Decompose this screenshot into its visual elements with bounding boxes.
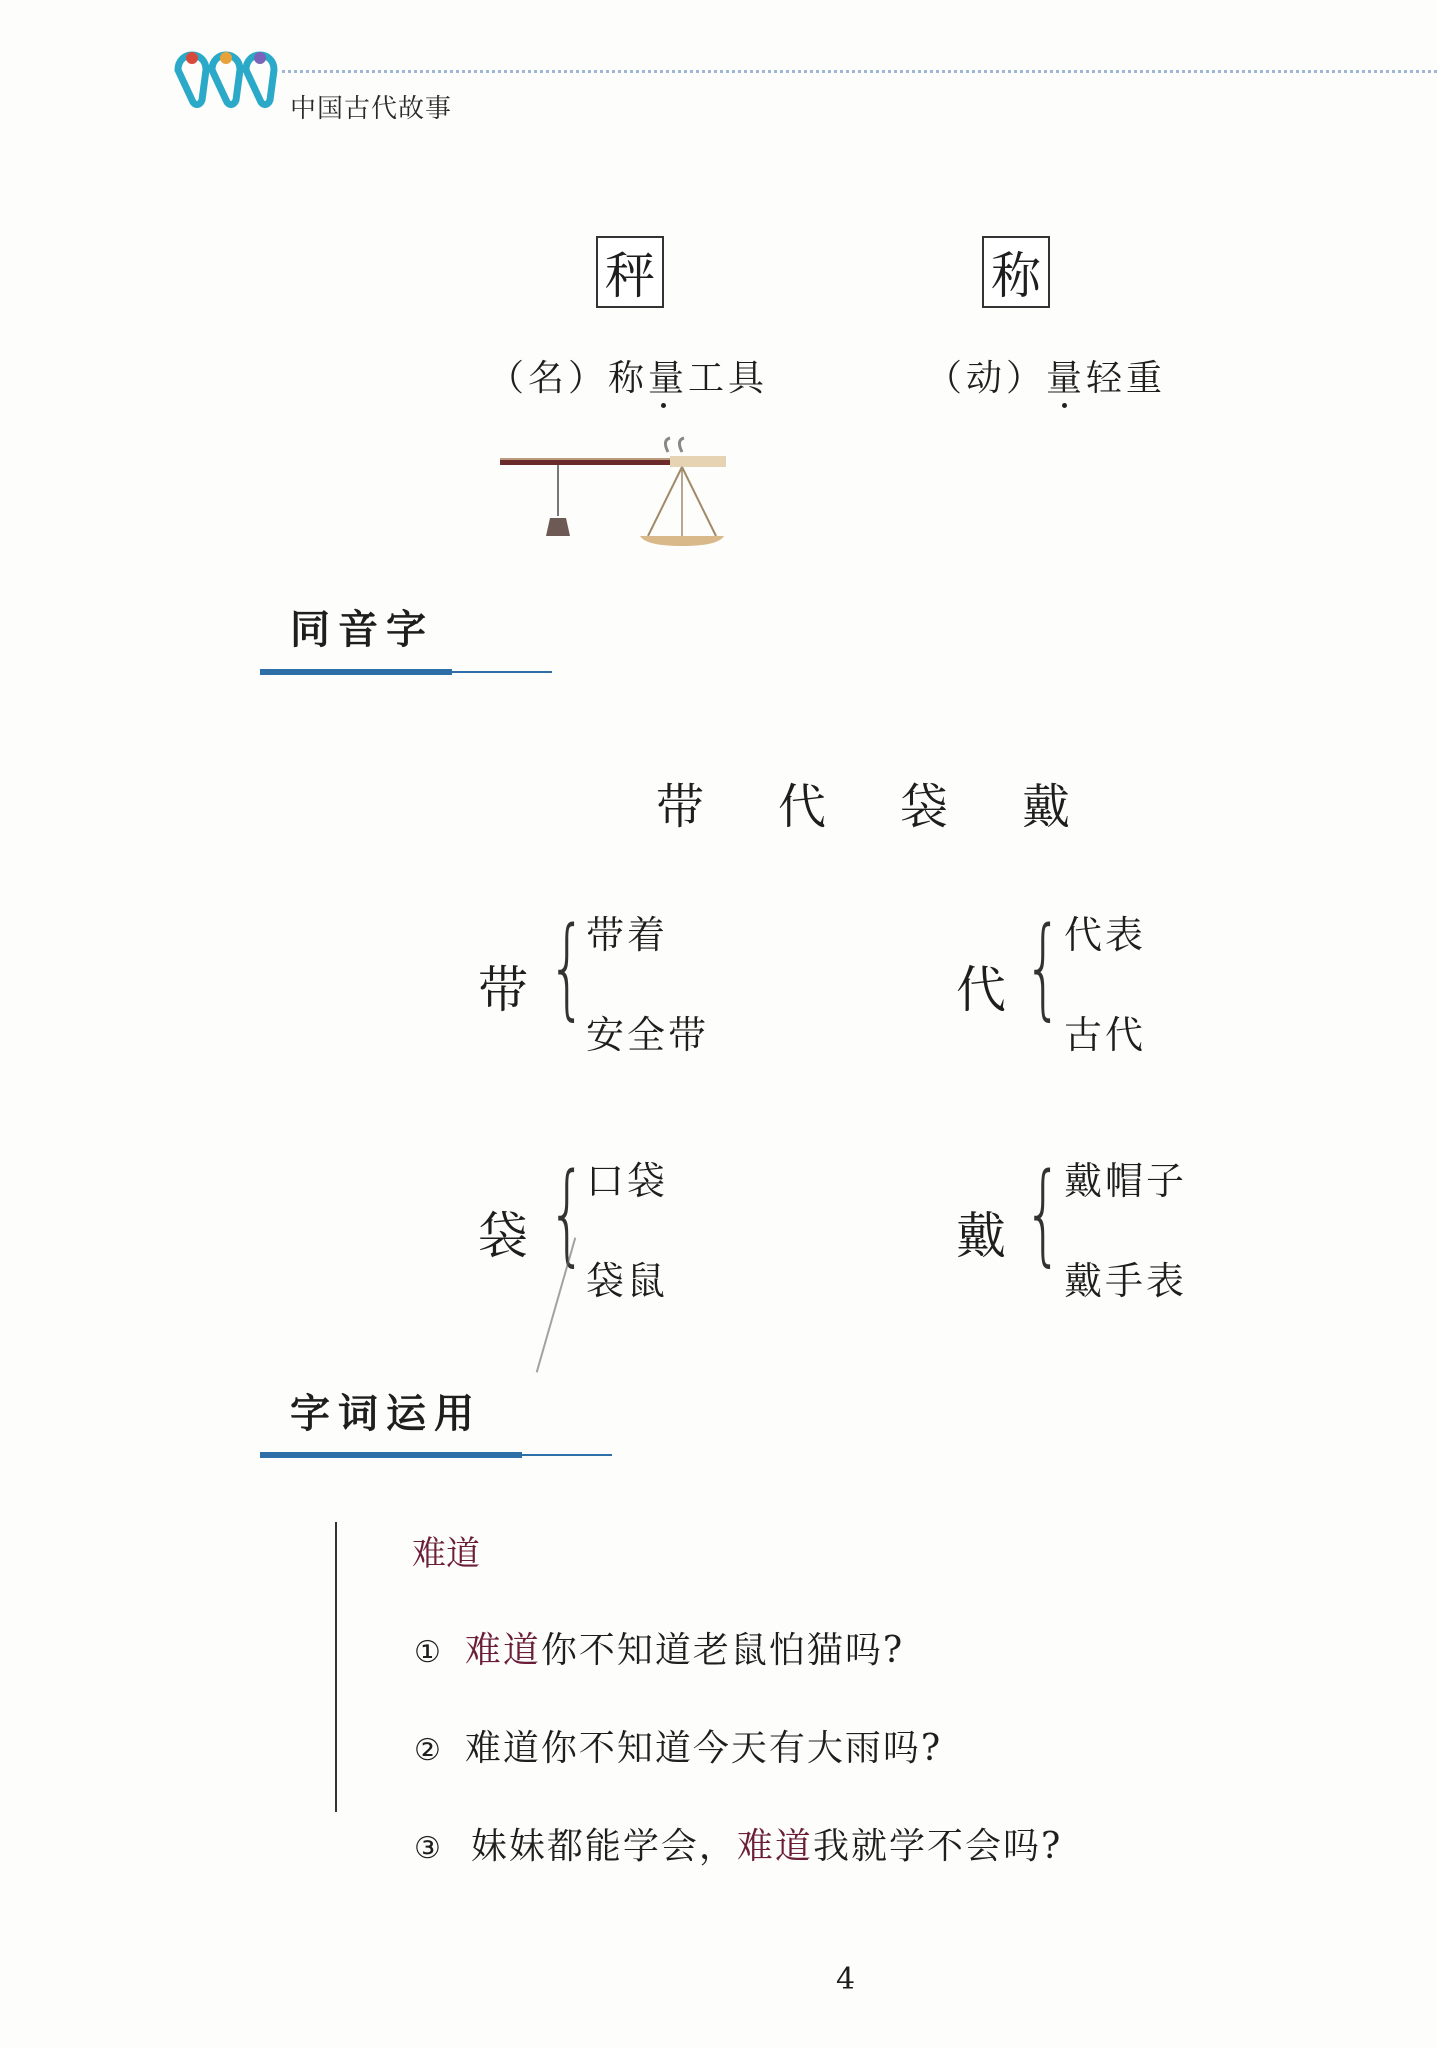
homophone-char: 带: [656, 779, 705, 835]
definition-scale: （名）称量工具: [488, 358, 769, 399]
sentence-text: 你不知道老鼠怕猫吗?: [540, 1630, 905, 1671]
sentence-highlight: 难道: [464, 1630, 541, 1671]
brace-icon: {: [1024, 903, 1063, 1031]
sentence-text: 我就学不会吗?: [812, 1826, 1063, 1867]
section-underline: [522, 1454, 612, 1456]
group-word: 古代: [1064, 1013, 1147, 1057]
emphasis-dot: [1062, 403, 1067, 408]
sentence-text: 妹妹都能学会，: [470, 1826, 737, 1867]
group-word: 代表: [1064, 913, 1147, 957]
group-char-dai-represent: 代: [956, 961, 1006, 1019]
emphasis-dot: [661, 403, 666, 408]
sentence-number: ③: [414, 1831, 441, 1866]
group-char-dai-wear: 戴: [956, 1207, 1006, 1265]
section-title-usage: 字词运用: [290, 1390, 482, 1437]
steelyard-scale-icon: [500, 432, 750, 550]
group-word: 带着: [586, 913, 669, 957]
char-box-cheng-weigh: 称: [982, 236, 1050, 308]
group-char-dai-carry: 带: [478, 961, 528, 1019]
char-box-cheng-scale: 秤: [596, 236, 664, 308]
page-number: 4: [836, 1962, 856, 1997]
homophone-char: 袋: [900, 779, 949, 835]
vocab-side-line: [335, 1522, 337, 1812]
group-word: 戴帽子: [1064, 1159, 1188, 1203]
sentence-number: ①: [414, 1635, 441, 1670]
header-divider: [282, 70, 1437, 73]
group-word: 袋鼠: [586, 1259, 669, 1303]
example-sentence: [414, 1720, 942, 1771]
sentence-number: ②: [414, 1733, 441, 1768]
brace-icon: {: [1024, 1149, 1063, 1277]
homophone-char: 代: [778, 779, 827, 835]
section-underline: [260, 1452, 522, 1458]
group-word: 戴手表: [1064, 1259, 1188, 1303]
homophone-char: 戴: [1022, 779, 1071, 835]
group-word: 安全带: [586, 1013, 710, 1057]
group-word: 口袋: [586, 1159, 669, 1203]
series-logo-icon: [172, 40, 282, 110]
definition-weigh: （动）量轻重: [926, 358, 1167, 399]
example-sentence: [414, 1818, 1062, 1869]
brace-icon: {: [548, 903, 587, 1031]
section-underline: [452, 671, 552, 673]
example-sentence: [414, 1622, 904, 1673]
brace-icon: {: [548, 1149, 587, 1277]
series-title: 中国古代故事: [290, 94, 453, 124]
sentence-text: 难道你不知道今天有大雨吗?: [464, 1728, 943, 1769]
sentence-highlight: 难道: [736, 1826, 813, 1867]
section-title-homophones: 同音字: [290, 606, 434, 653]
group-char-dai-bag: 袋: [478, 1207, 528, 1265]
vocab-word: 难道: [412, 1534, 480, 1574]
section-underline: [260, 669, 452, 675]
